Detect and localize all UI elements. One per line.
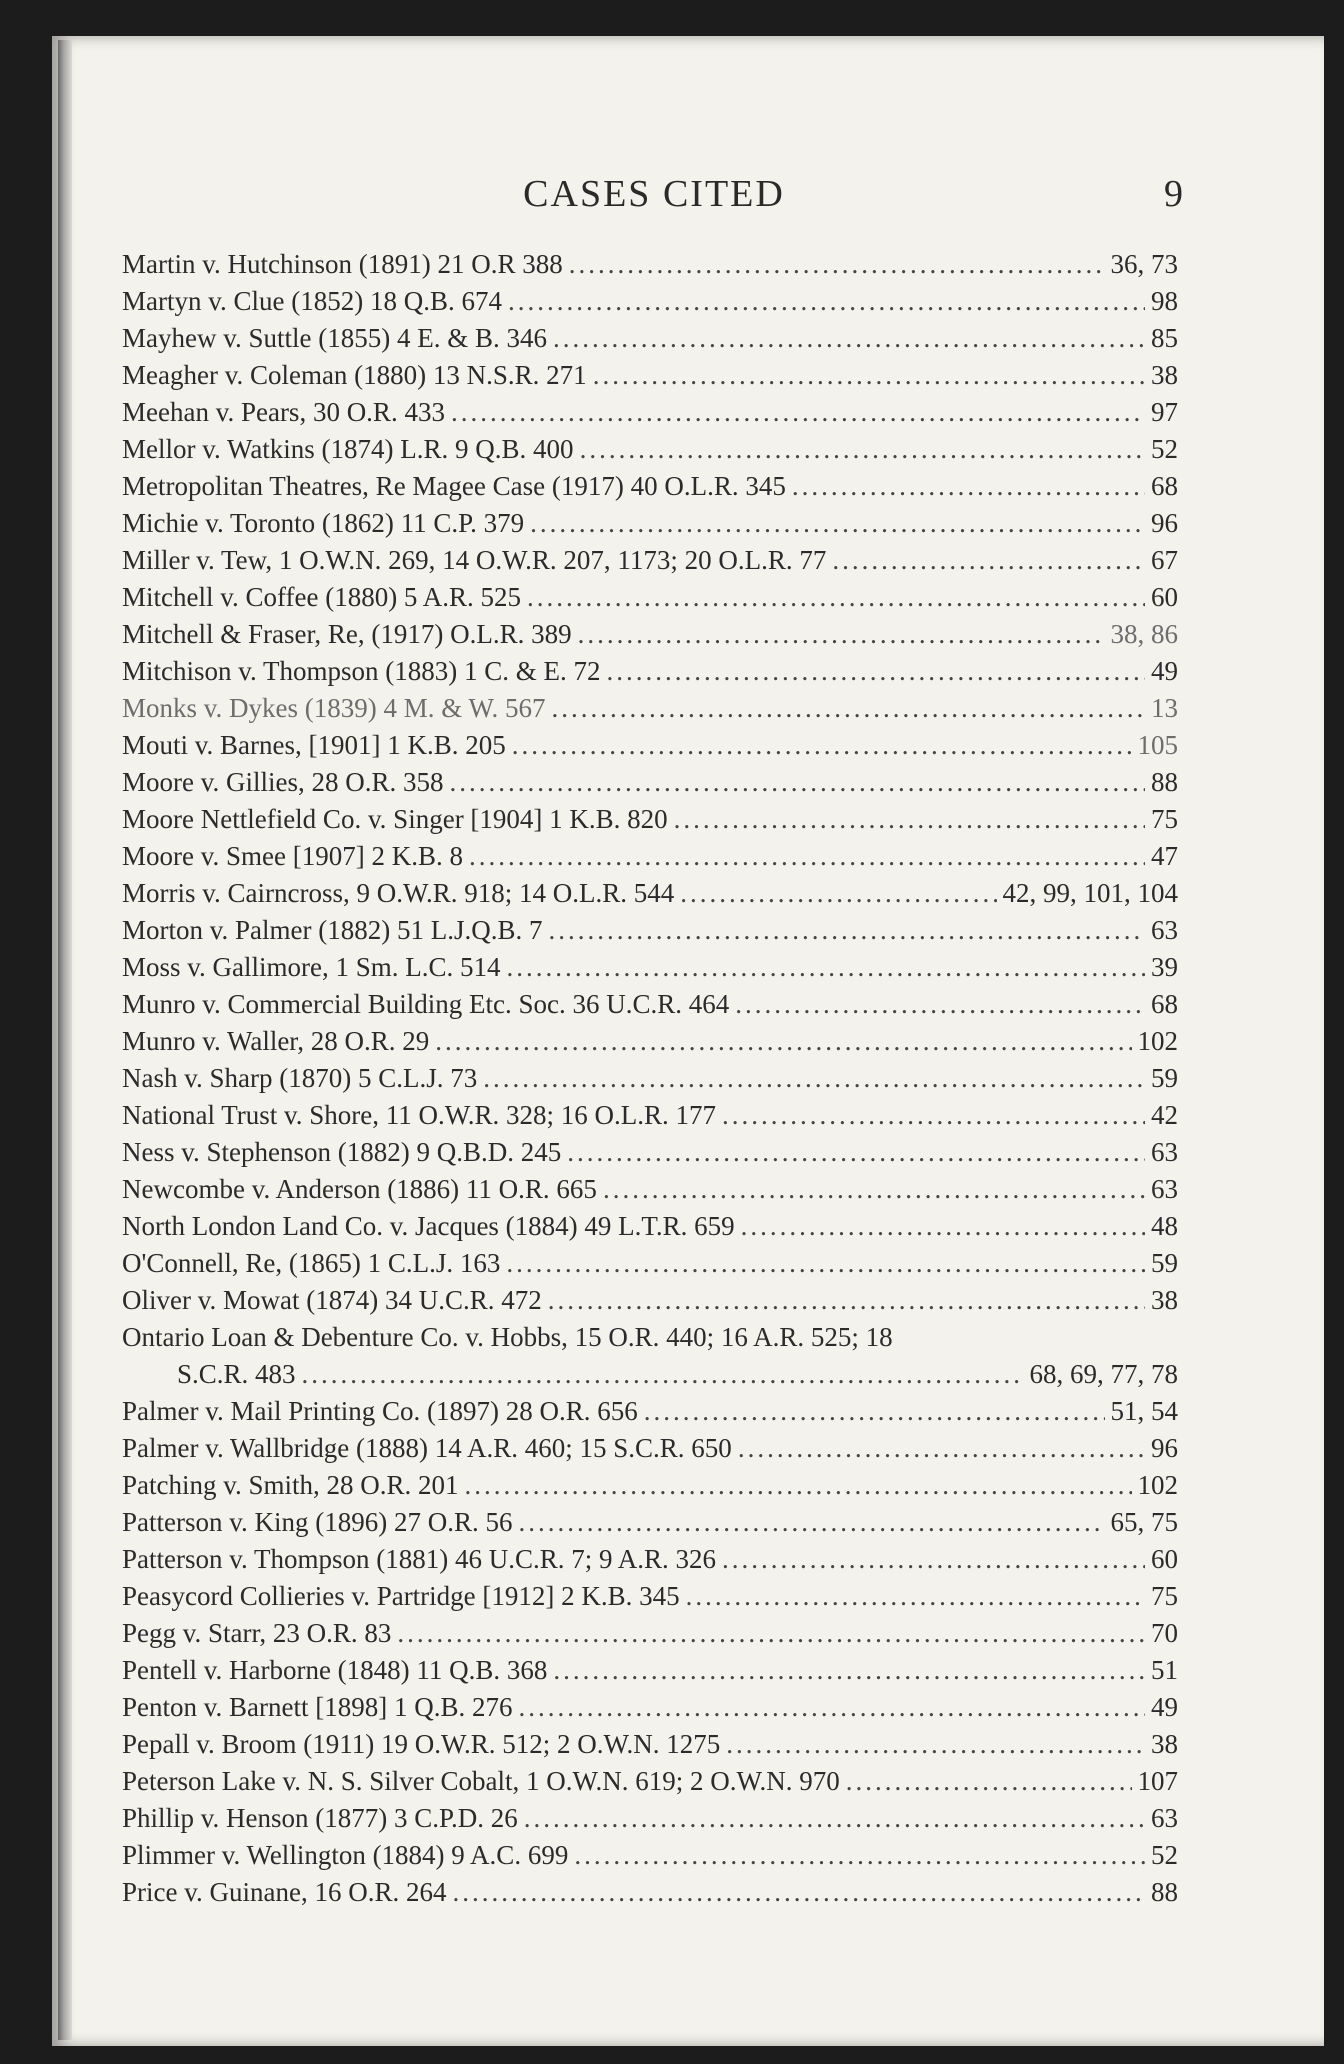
case-entry xyxy=(122,320,1178,357)
leader-dots xyxy=(607,653,1146,690)
case-entry xyxy=(122,1689,1178,1726)
leader-dots xyxy=(680,875,996,912)
page-references: 47 xyxy=(1151,841,1178,871)
leader-dots xyxy=(548,912,1145,949)
case-entry xyxy=(122,1874,1178,1911)
case-citation: Miller v. Tew, 1 O.W.N. 269, 14 O.W.R. 207, 1173; 20 O.L.R. 77 xyxy=(122,545,827,575)
leader-dots xyxy=(451,394,1145,431)
page-number: 9 xyxy=(1164,173,1183,215)
page-references: 51 xyxy=(1151,1655,1178,1685)
page-references: 107 xyxy=(1137,1766,1178,1796)
case-entry xyxy=(122,727,1178,764)
page-references: 63 xyxy=(1151,1174,1178,1204)
page-references: 49 xyxy=(1151,1692,1178,1722)
case-citation: Ness v. Stephenson (1882) 9 Q.B.D. 245 xyxy=(122,1137,562,1167)
case-entry xyxy=(122,1430,1178,1467)
case-citation: Martin v. Hutchinson (1891) 21 O.R 388 xyxy=(122,249,563,279)
case-citation: National Trust v. Shore, 11 O.W.R. 328; 16 O.L.R. 177 xyxy=(122,1100,717,1130)
case-citation: Munro v. Commercial Building Etc. Soc. 36 U.C.R. 464 xyxy=(122,989,730,1019)
case-entry xyxy=(122,764,1178,801)
case-citation: Palmer v. Wallbridge (1888) 14 A.R. 460; 15 S.C.R. 650 xyxy=(122,1433,732,1463)
leader-dots xyxy=(518,1504,1104,1541)
case-citation: Moore v. Smee [1907] 2 K.B. 8 xyxy=(122,841,463,871)
case-entry xyxy=(122,801,1178,838)
case-entry xyxy=(122,986,1178,1023)
case-citation: Moore Nettlefield Co. v. Singer [1904] 1 K.B. 820 xyxy=(122,804,668,834)
leader-dots xyxy=(483,1060,1145,1097)
case-entry xyxy=(122,1245,1178,1282)
leader-dots xyxy=(792,468,1145,505)
case-citation: North London Land Co. v. Jacques (1884) 49 L.T.R. 659 xyxy=(122,1211,735,1241)
page-references: 75 xyxy=(1151,1581,1178,1611)
leader-dots xyxy=(567,1134,1145,1171)
page-title: CASES CITED xyxy=(523,173,785,215)
page-references: 63 xyxy=(1151,1803,1178,1833)
page-references: 102 xyxy=(1137,1026,1178,1056)
page-references: 96 xyxy=(1151,1433,1178,1463)
page-references: 38 xyxy=(1151,360,1178,390)
case-entry xyxy=(122,542,1178,579)
case-citation: Mitchell v. Coffee (1880) 5 A.R. 525 xyxy=(122,582,521,612)
page-references: 51, 54 xyxy=(1110,1396,1178,1426)
case-entry xyxy=(122,875,1178,912)
case-citation: Peasycord Collieries v. Partridge [1912] 2 K.B. 345 xyxy=(122,1581,680,1611)
case-entry xyxy=(122,246,1178,283)
case-entry xyxy=(122,1208,1178,1245)
leader-dots xyxy=(469,838,1145,875)
case-citation: Mitchell & Fraser, Re, (1917) O.L.R. 389 xyxy=(122,619,572,649)
case-citation: Moss v. Gallimore, 1 Sm. L.C. 514 xyxy=(122,952,501,982)
case-entry xyxy=(122,690,1178,727)
case-entry xyxy=(122,468,1178,505)
leader-dots xyxy=(548,1282,1145,1319)
page-references: 42, 99, 101, 104 xyxy=(1002,878,1178,908)
page-references: 60 xyxy=(1151,582,1178,612)
case-citation: Penton v. Barnett [1898] 1 Q.B. 276 xyxy=(122,1692,513,1722)
leader-dots xyxy=(741,1208,1145,1245)
leader-dots xyxy=(452,1874,1145,1911)
leader-dots xyxy=(735,986,1145,1023)
page-references: 63 xyxy=(1151,915,1178,945)
case-citation: Pentell v. Harborne (1848) 11 Q.B. 368 xyxy=(122,1655,548,1685)
page-references: 102 xyxy=(1137,1470,1178,1500)
page-references: 59 xyxy=(1151,1063,1178,1093)
page-references: 60 xyxy=(1151,1544,1178,1574)
page-references: 38, 86 xyxy=(1110,619,1178,649)
page-gutter-shadow xyxy=(58,40,72,2040)
leader-dots xyxy=(512,727,1132,764)
case-citation: O'Connell, Re, (1865) 1 C.L.J. 163 xyxy=(122,1248,501,1278)
case-citation: Monks v. Dykes (1839) 4 M. & W. 567 xyxy=(122,693,546,723)
case-entry xyxy=(122,1097,1178,1134)
page-references: 38 xyxy=(1151,1285,1178,1315)
leader-dots xyxy=(530,505,1145,542)
case-entry xyxy=(122,357,1178,394)
case-entry xyxy=(122,1319,1178,1356)
case-citation: Meagher v. Coleman (1880) 13 N.S.R. 271 xyxy=(122,360,587,390)
case-entry xyxy=(122,1541,1178,1578)
case-entry xyxy=(122,1134,1178,1171)
leader-dots xyxy=(507,949,1145,986)
leader-dots xyxy=(518,1689,1145,1726)
leader-dots xyxy=(527,579,1145,616)
case-citation: Price v. Guinane, 16 O.R. 264 xyxy=(122,1877,447,1907)
case-entry xyxy=(122,1615,1178,1652)
case-entry xyxy=(122,616,1178,653)
case-citation: Metropolitan Theatres, Re Magee Case (1917) 40 O.L.R. 345 xyxy=(122,471,786,501)
leader-dots xyxy=(302,1356,1024,1393)
cases-cited-list xyxy=(122,246,1178,1911)
page-references: 52 xyxy=(1151,1840,1178,1870)
page-references: 42 xyxy=(1151,1100,1178,1130)
case-entry xyxy=(122,1800,1178,1837)
leader-dots xyxy=(553,320,1145,357)
page-references: 63 xyxy=(1151,1137,1178,1167)
case-citation: Patterson v. King (1896) 27 O.R. 56 xyxy=(122,1507,513,1537)
case-entry xyxy=(122,1763,1178,1800)
case-entry xyxy=(122,1393,1178,1430)
leader-dots xyxy=(603,1171,1145,1208)
leader-dots xyxy=(644,1393,1105,1430)
page-references: 88 xyxy=(1151,1877,1178,1907)
leader-dots xyxy=(574,1837,1145,1874)
page-references: 49 xyxy=(1151,656,1178,686)
case-citation: Meehan v. Pears, 30 O.R. 433 xyxy=(122,397,445,427)
case-citation: Nash v. Sharp (1870) 5 C.L.J. 73 xyxy=(122,1063,478,1093)
case-citation: Mellor v. Watkins (1874) L.R. 9 Q.B. 400 xyxy=(122,434,574,464)
case-citation: Phillip v. Henson (1877) 3 C.P.D. 26 xyxy=(122,1803,518,1833)
leader-dots xyxy=(832,542,1145,579)
case-entry xyxy=(122,912,1178,949)
case-entry xyxy=(122,1652,1178,1689)
case-citation: Pepall v. Broom (1911) 19 O.W.R. 512; 2 O.W.N. 1275 xyxy=(122,1729,721,1759)
case-entry xyxy=(122,1837,1178,1874)
case-citation: Mitchison v. Thompson (1883) 1 C. & E. 72 xyxy=(122,656,601,686)
case-citation: Morton v. Palmer (1882) 51 L.J.Q.B. 7 xyxy=(122,915,543,945)
case-entry xyxy=(122,1023,1178,1060)
case-citation: Patching v. Smith, 28 O.R. 201 xyxy=(122,1470,459,1500)
leader-dots xyxy=(435,1023,1131,1060)
case-entry xyxy=(122,1504,1178,1541)
case-citation: Patterson v. Thompson (1881) 46 U.C.R. 7; 9 A.R. 326 xyxy=(122,1544,717,1574)
page-references: 105 xyxy=(1137,730,1178,760)
case-citation: Michie v. Toronto (1862) 11 C.P. 379 xyxy=(122,508,525,538)
leader-dots xyxy=(506,1245,1145,1282)
page-references: 67 xyxy=(1151,545,1178,575)
leader-dots xyxy=(449,764,1145,801)
page-references: 36, 73 xyxy=(1110,249,1178,279)
page-references: 85 xyxy=(1151,323,1178,353)
leader-dots xyxy=(722,1541,1145,1578)
leader-dots xyxy=(738,1430,1145,1467)
case-entry xyxy=(122,653,1178,690)
leader-dots xyxy=(397,1615,1145,1652)
case-entry xyxy=(122,283,1178,320)
page-references: 65, 75 xyxy=(1110,1507,1178,1537)
case-citation: Plimmer v. Wellington (1884) 9 A.C. 699 xyxy=(122,1840,569,1870)
case-citation: Ontario Loan & Debenture Co. v. Hobbs, 15 O.R. 440; 16 A.R. 525; 18 xyxy=(122,1322,893,1352)
case-entry xyxy=(122,838,1178,875)
case-entry xyxy=(122,1282,1178,1319)
page-references: 59 xyxy=(1151,1248,1178,1278)
case-entry xyxy=(122,1060,1178,1097)
case-entry xyxy=(122,505,1178,542)
page-references: 39 xyxy=(1151,952,1178,982)
case-citation: Martyn v. Clue (1852) 18 Q.B. 674 xyxy=(122,286,502,316)
case-citation: Peterson Lake v. N. S. Silver Cobalt, 1 O.W.N. 619; 2 O.W.N. 970 xyxy=(122,1766,840,1796)
leader-dots xyxy=(553,1652,1145,1689)
leader-dots xyxy=(524,1800,1145,1837)
case-entry xyxy=(122,431,1178,468)
case-citation: Morris v. Cairncross, 9 O.W.R. 918; 14 O.L.R. 544 xyxy=(122,878,675,908)
page-references: 70 xyxy=(1151,1618,1178,1648)
case-citation: Munro v. Waller, 28 O.R. 29 xyxy=(122,1026,430,1056)
case-entry-continuation xyxy=(122,1356,1178,1393)
case-entry xyxy=(122,1578,1178,1615)
page-references: 68 xyxy=(1151,989,1178,1019)
leader-dots xyxy=(580,431,1145,468)
case-entry xyxy=(122,579,1178,616)
leader-dots xyxy=(508,283,1145,320)
leader-dots xyxy=(578,616,1105,653)
case-entry xyxy=(122,1467,1178,1504)
leader-dots xyxy=(552,690,1145,727)
case-citation: S.C.R. 483 xyxy=(177,1359,296,1389)
leader-dots xyxy=(846,1763,1132,1800)
page-references: 68, 69, 77, 78 xyxy=(1029,1359,1178,1389)
page-references: 97 xyxy=(1151,397,1178,427)
leader-dots xyxy=(465,1467,1132,1504)
case-citation: Palmer v. Mail Printing Co. (1897) 28 O.R. 656 xyxy=(122,1396,638,1426)
leader-dots xyxy=(686,1578,1145,1615)
case-citation: Moore v. Gillies, 28 O.R. 358 xyxy=(122,767,444,797)
case-entry xyxy=(122,1726,1178,1763)
leader-dots xyxy=(722,1097,1145,1134)
page-references: 52 xyxy=(1151,434,1178,464)
page-references: 75 xyxy=(1151,804,1178,834)
case-citation: Mayhew v. Suttle (1855) 4 E. & B. 346 xyxy=(122,323,547,353)
case-entry xyxy=(122,1171,1178,1208)
leader-dots xyxy=(674,801,1145,838)
leader-dots xyxy=(569,246,1105,283)
case-citation: Oliver v. Mowat (1874) 34 U.C.R. 472 xyxy=(122,1285,542,1315)
page-references: 48 xyxy=(1151,1211,1178,1241)
running-header xyxy=(0,172,1344,222)
leader-dots xyxy=(593,357,1145,394)
page-references: 13 xyxy=(1151,693,1178,723)
page-references: 98 xyxy=(1151,286,1178,316)
case-citation: Newcombe v. Anderson (1886) 11 O.R. 665 xyxy=(122,1174,597,1204)
case-citation: Pegg v. Starr, 23 O.R. 83 xyxy=(122,1618,392,1648)
case-citation: Mouti v. Barnes, [1901] 1 K.B. 205 xyxy=(122,730,506,760)
page-references: 96 xyxy=(1151,508,1178,538)
case-entry xyxy=(122,949,1178,986)
page-references: 38 xyxy=(1151,1729,1178,1759)
leader-dots xyxy=(726,1726,1145,1763)
case-entry xyxy=(122,394,1178,431)
page-references: 88 xyxy=(1151,767,1178,797)
page-references: 68 xyxy=(1151,471,1178,501)
